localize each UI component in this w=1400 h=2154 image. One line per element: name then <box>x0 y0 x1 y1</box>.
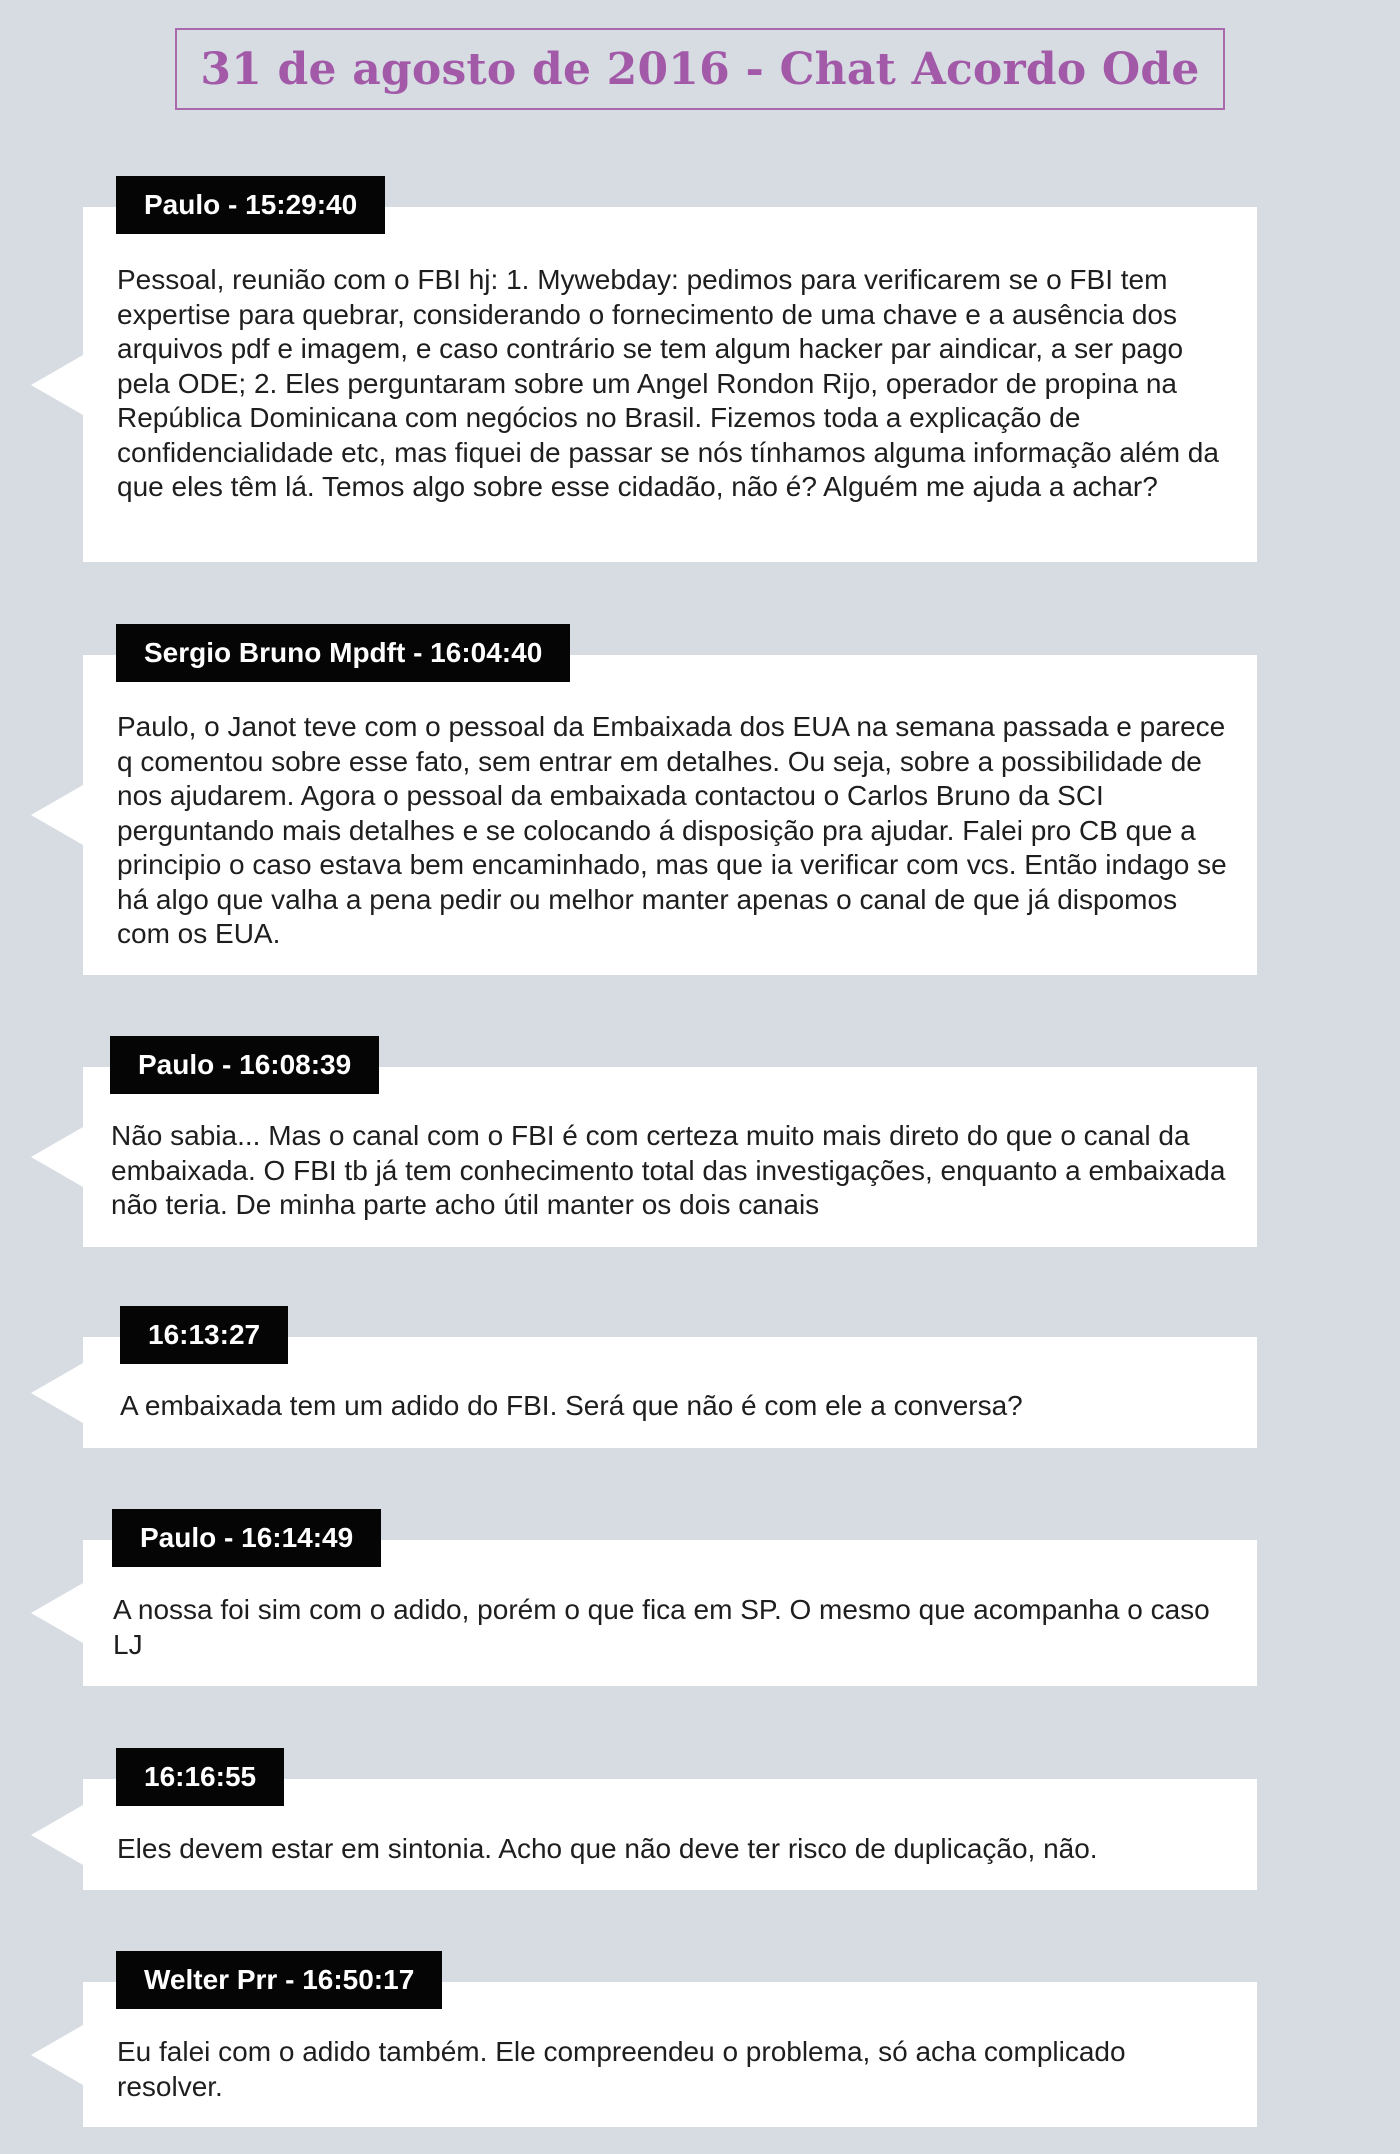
message-text: A embaixada tem um adido do FBI. Será que não é com ele a conversa? <box>120 1390 1023 1421</box>
page-title: 31 de agosto de 2016 - Chat Acordo Ode <box>200 43 1200 95</box>
message-text: Não sabia... Mas o canal com o FBI é com certeza muito mais direto do que o canal da embaixada. O FBI tb já tem conhecimento total das investigações, enquanto a embaixada não teria. De minha parte acho útil manter os dois canais <box>111 1120 1226 1220</box>
message-header: Welter Prr - 16:50:17 <box>116 1951 442 2009</box>
message-header: Paulo - 16:08:39 <box>110 1036 379 1094</box>
message-text: Pessoal, reunião com o FBI hj: 1. Mywebday: pedimos para verificarem se o FBI tem expertise para quebrar, considerando o fornecimento de uma chave e a ausência dos arquivos pdf e imagem, e caso contrário se tem algum hacker par aindicar, a ser pago pela ODE; 2. Eles perguntaram sobre um Angel Rondon Rijo, operador de propina na República Dominicana com negócios no Brasil. Fizemos toda a explicação de confidencialidade etc, mas fiquei de passar se nós tínhamos alguma informação além da que eles têm lá. Temos algo sobre esse cidadão, não é? Alguém me ajuda a achar? <box>117 264 1219 502</box>
title-box <box>175 28 1225 110</box>
message-text: Eu falei com o adido também. Ele compreendeu o problema, só acha complicado resolver. <box>117 2036 1126 2102</box>
message-card <box>83 1319 1257 1448</box>
message-card <box>83 189 1257 562</box>
message-card <box>83 1964 1257 2127</box>
message-text: Paulo, o Janot teve com o pessoal da Embaixada dos EUA na semana passada e parece q comentou sobre esse fato, sem entrar em detalhes. Ou seja, sobre a possibilidade de nos ajudarem. Agora o pessoal da embaixada contactou o Carlos Bruno da SCI perguntando mais detalhes e se colocando á disposição pra ajudar. Falei pro CB que a principio o caso estava bem encaminhado, mas que ia verificar com vcs. Então indago se há algo que valha a pena pedir ou melhor manter apenas o canal de que já dispomos com os EUA. <box>117 711 1227 949</box>
message-header: Paulo - 15:29:40 <box>116 176 385 234</box>
message-header: Sergio Bruno Mpdft - 16:04:40 <box>116 624 570 682</box>
message-card <box>83 637 1257 975</box>
message-card <box>83 1049 1257 1247</box>
message-header: Paulo - 16:14:49 <box>112 1509 381 1567</box>
message-card <box>83 1522 1257 1686</box>
message-card <box>83 1761 1257 1890</box>
message-header: 16:16:55 <box>116 1748 284 1806</box>
message-text: A nossa foi sim com o adido, porém o que fica em SP. O mesmo que acompanha o caso LJ <box>113 1594 1210 1660</box>
message-header: 16:13:27 <box>120 1306 288 1364</box>
message-text: Eles devem estar em sintonia. Acho que não deve ter risco de duplicação, não. <box>117 1833 1098 1864</box>
